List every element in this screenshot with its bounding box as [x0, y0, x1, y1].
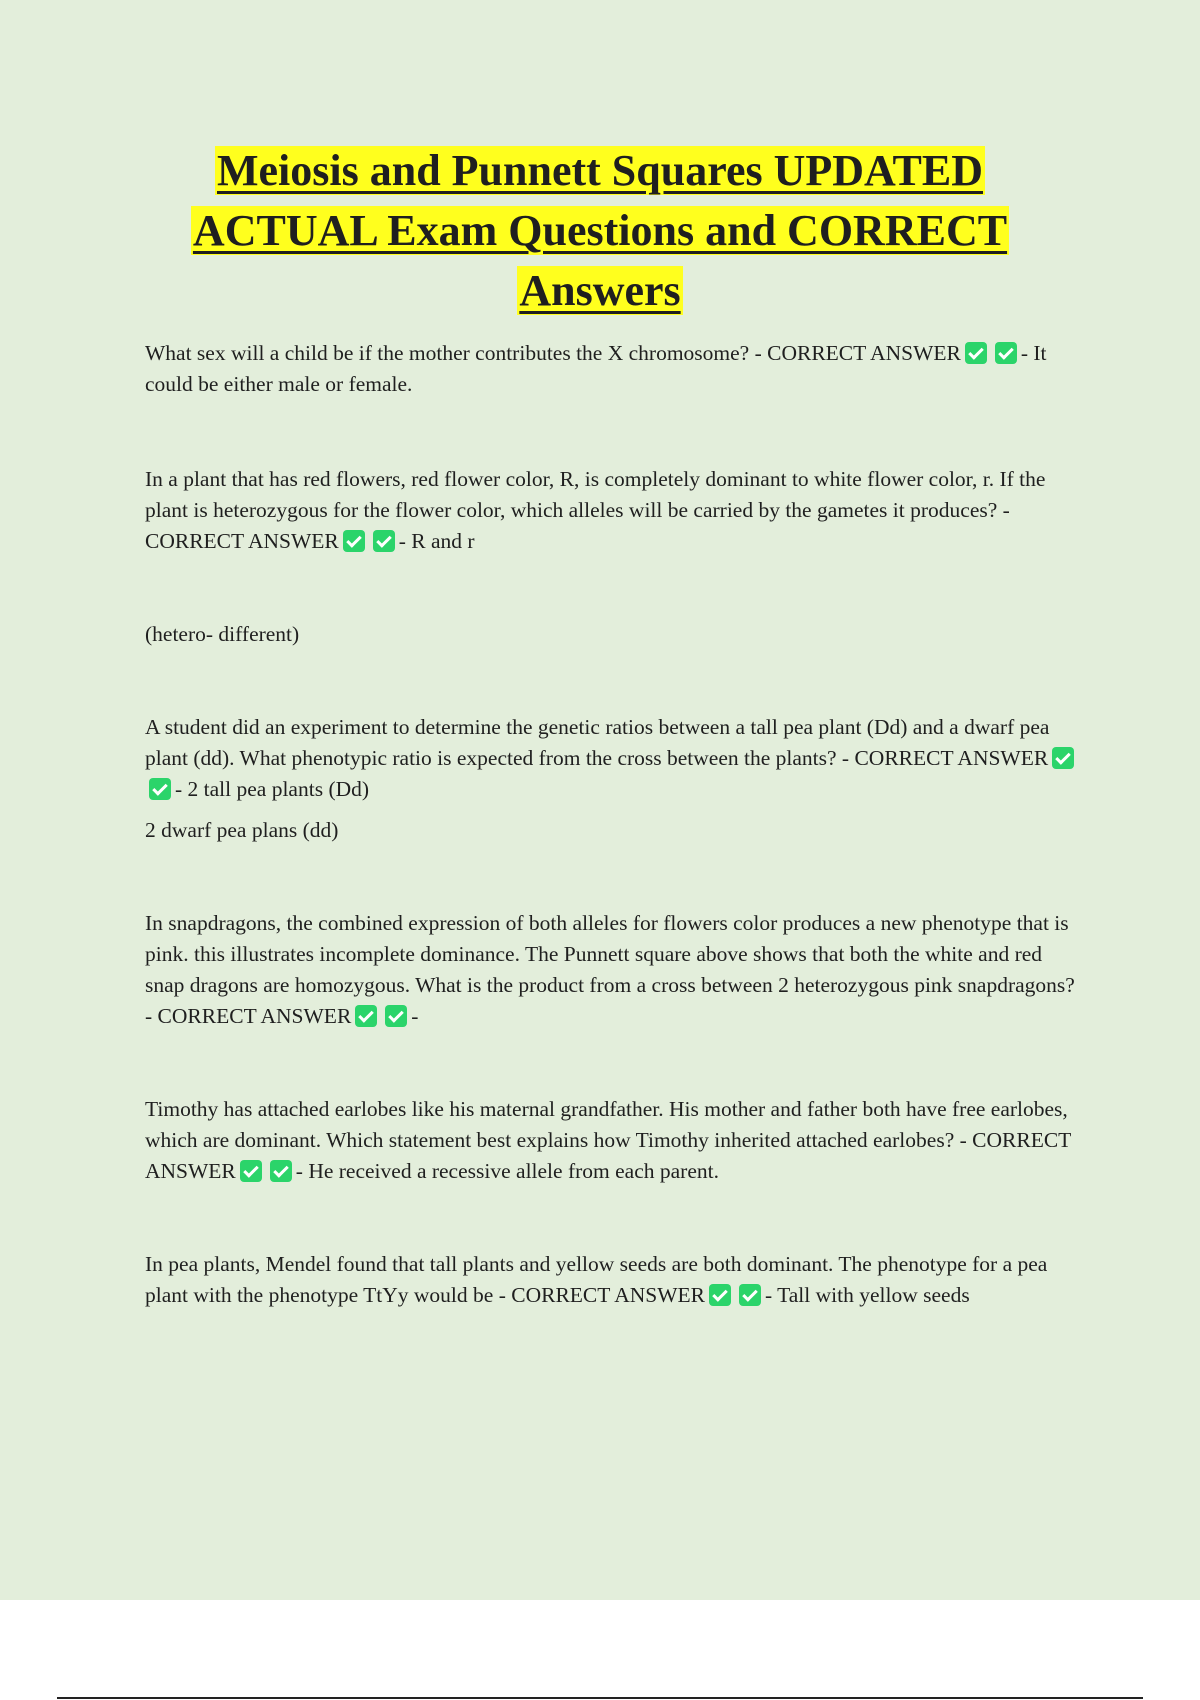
- correct-answer-label: CORRECT ANSWER: [145, 1128, 1071, 1183]
- check-mark-icon: [995, 342, 1017, 364]
- answer-text: - 2 tall pea plants (Dd): [175, 777, 370, 801]
- correct-answer-label: CORRECT ANSWER: [767, 341, 961, 365]
- check-mark-icon: [373, 530, 395, 552]
- note-text: (hetero- different): [145, 622, 300, 646]
- answer-text: - Tall with yellow seeds: [764, 1283, 970, 1307]
- answer-continuation: 2 dwarf pea plans (dd): [145, 818, 339, 842]
- document-body: [145, 338, 1085, 1311]
- check-mark-icon: [965, 342, 987, 364]
- qa-item: [145, 908, 1085, 1032]
- document-title: [0, 141, 1200, 321]
- check-mark-icon: [709, 1284, 731, 1306]
- check-mark-icon: [240, 1160, 262, 1182]
- question-text: A student did an experiment to determine the genetic ratios between a tall pea plant (Dd) and a dwarf pea plant (dd). What phenotypic ratio is expected from the cross between the plants? -: [145, 715, 1050, 770]
- qa-item: [145, 1094, 1085, 1187]
- title-line-2: ACTUAL Exam Questions and CORRECT: [192, 206, 1008, 255]
- question-text: In a plant that has red flowers, red flower color, R, is completely dominant to white flower color, r. If the plant is heterozygous for the flower color, which alleles will be carried by the gametes it produces? -: [145, 467, 1046, 522]
- correct-answer-label: CORRECT ANSWER: [157, 1004, 352, 1028]
- check-mark-icon: [355, 1005, 377, 1027]
- question-text: Timothy has attached earlobes like his maternal grandfather. His mother and father both have free earlobes, which are dominant. Which statement best explains how Timothy inherited attached earlobes? -: [145, 1097, 1068, 1152]
- check-mark-icon: [270, 1160, 292, 1182]
- check-mark-icon: [1052, 747, 1074, 769]
- question-text: What sex will a child be if the mother contributes the X chromosome? -: [145, 341, 762, 365]
- correct-answer-label: CORRECT ANSWER: [854, 746, 1049, 770]
- check-mark-icon: [739, 1284, 761, 1306]
- answer-text: - R and r: [398, 529, 475, 553]
- title-line-1: Meiosis and Punnett Squares UPDATED: [216, 146, 984, 195]
- question-text: In pea plants, Mendel found that tall plants and yellow seeds are both dominant. The phenotype for a pea plant with the phenotype TtYy would be -: [145, 1252, 1048, 1307]
- answer-text: - It could be either male or female.: [145, 341, 1047, 396]
- answer-text: -: [411, 1004, 419, 1028]
- answer-text: - He received a recessive allele from each parent.: [295, 1159, 719, 1183]
- correct-answer-label: CORRECT ANSWER: [145, 529, 339, 553]
- check-mark-icon: [343, 530, 365, 552]
- qa-item: [145, 1249, 1085, 1311]
- qa-item: [145, 464, 1085, 557]
- footer-divider: [57, 1697, 1143, 1699]
- check-mark-icon: [385, 1005, 407, 1027]
- title-line-3: Answers: [519, 266, 681, 315]
- qa-item: [145, 712, 1085, 805]
- qa-item: [145, 338, 1085, 400]
- question-text: In snapdragons, the combined expression of both alleles for flowers color produces a new phenotype that is pink. this illustrates incomplete dominance. The Punnett square above shows that both the white and red snap dragons are homozygous. What is the product from a cross between 2 heterozygous pink snapdragons? -: [145, 911, 1075, 1028]
- correct-answer-label: CORRECT ANSWER: [511, 1283, 705, 1307]
- check-mark-icon: [149, 778, 171, 800]
